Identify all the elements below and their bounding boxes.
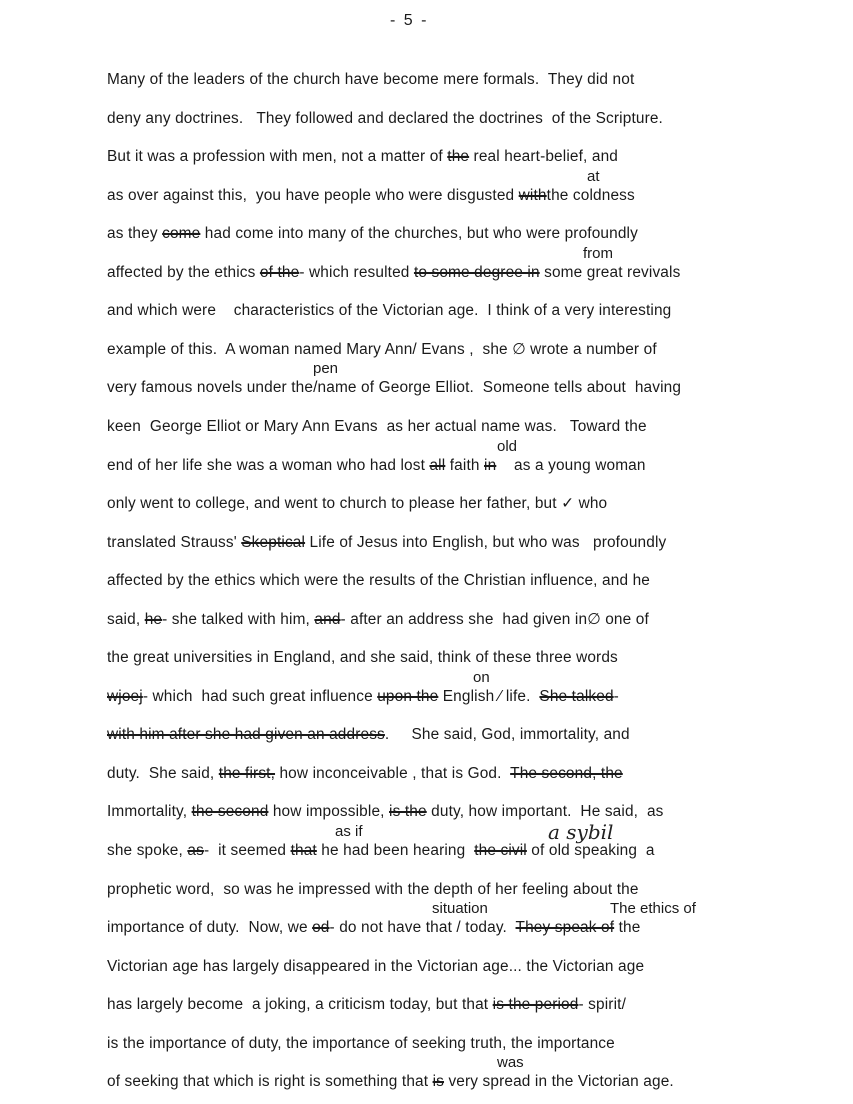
struck-text: wjoej [107,687,143,705]
inserted-correction: was [497,1054,524,1072]
text-segment: faith [445,456,485,474]
text-segment: of old speaking a [526,842,655,859]
text-segment: example of this. A woman named Mary Ann/ Evans , she ∅ wrote a number of [107,340,657,358]
text-segment: deny any doctrines. They followed and declared the doctrines of the Scripture. [107,109,663,127]
text-line [107,265,680,281]
inserted-correction: as if [335,823,363,840]
text-line [107,496,607,512]
text-segment: But it was a profession with men, not a matter of [107,148,448,166]
text-segment: very spread in the Victorian age. [444,1073,674,1091]
text-segment: . She said, God, immortality, and [384,726,630,744]
struck-text: She talked [539,687,614,705]
text-segment: she spoke, [107,842,188,859]
inserted-correction: old [497,437,518,455]
text-line [107,380,681,396]
struck-text: is [432,1073,445,1091]
text-line [107,804,664,820]
text-segment: Immortality, [107,803,192,821]
text-segment: the [614,919,641,937]
struck-text: with [518,186,547,204]
text-segment: is the importance of duty, the importance of seeking truth, the importance [107,1034,615,1052]
struck-text: The second, the [510,764,623,782]
struck-text: Skeptical [241,533,306,551]
text-segment: importance of duty. Now, we [107,919,313,937]
text-line [107,1074,674,1090]
text-segment: some great revivals [539,263,681,281]
struck-text: to some degree in [413,263,540,281]
struck-text: as [187,842,204,859]
text-segment: - after an address she had given in∅ one of [340,610,649,628]
struck-text: is the period [492,996,579,1014]
text-segment: Victorian age has largely disappeared in the Victorian age... the Victorian age [107,957,645,975]
struck-text: of the [259,263,300,281]
text-line [107,535,666,551]
text-line [107,612,649,628]
text-line [107,188,635,204]
struck-text: the second [191,803,269,821]
text-segment: the coldness [546,186,635,204]
text-line [107,149,618,165]
struck-text: and [314,610,341,628]
text-segment: Life of Jesus into English, but who was profoundly [305,533,667,551]
text-segment: the great universities in England, and she said, think of these three words [107,649,618,667]
text-segment: has largely become a joking, a criticism today, but that [107,996,493,1014]
text-segment: Many of the leaders of the church have become mere formals. They did not [107,71,635,88]
text-segment: end of her life she was a woman who had lost [107,456,430,474]
text-line [107,226,638,242]
struck-text: upon the [377,687,439,705]
text-line [107,920,640,936]
text-line [107,997,626,1013]
inserted-correction: from [583,244,613,262]
text-segment: prophetic word, so was he impressed with the depth of her feeling about the [107,880,639,898]
text-segment: English ⁄ life. [438,687,540,705]
text-segment: affected by the ethics which were the results of the Christian influence, and he [107,572,650,590]
text-line [107,72,634,88]
inserted-correction: pen [313,360,339,378]
text-segment: very famous novels under the/name of George Elliot. Someone tells about having [107,379,682,397]
inserted-correction: situation [432,900,488,918]
text-segment: of seeking that which is right is something that [107,1073,433,1091]
text-segment: as they [107,225,163,243]
handwritten-annotation: a sybil [548,820,614,844]
text-line [107,111,663,127]
text-line [107,1036,615,1052]
page-number: - 5 - [390,12,429,29]
text-line [107,342,657,358]
struck-text: all [429,456,446,474]
struck-text: with him after she had given an address [107,726,385,744]
text-segment: duty. She said, [107,764,219,782]
struck-text: the first, [218,764,276,782]
struck-text: come [162,225,201,243]
text-line [107,766,623,782]
text-line [107,727,630,743]
text-segment: - spirit/ [578,996,626,1014]
text-line [107,959,644,975]
text-segment: - it seemed [203,842,291,859]
text-segment: only went to college, and went to church to please her father, but ✓ who [107,495,608,513]
struck-text: is the [389,803,427,821]
text-segment: he had been hearing [316,842,475,859]
text-line [107,689,619,705]
struck-text: he [144,610,163,628]
text-segment: how inconceivable , that is God. [275,764,511,782]
inserted-correction: The ethics of [610,900,696,918]
struck-text: in [484,456,497,474]
text-segment: had come into many of the churches, but who were profoundly [200,225,638,243]
text-segment: as over against this, you have people who were disgusted [107,186,519,204]
text-segment: translated Strauss' [107,533,242,551]
text-segment: - which resulted [299,263,414,281]
text-segment: and which were characteristics of the Victorian age. I think of a very interesting [107,302,672,320]
struck-text: the civil [474,842,527,859]
struck-text: that [290,842,317,859]
text-segment: how impossible, [268,803,390,821]
text-line [107,650,618,666]
text-line [107,419,647,435]
text-line [107,882,639,898]
inserted-correction: on [473,668,490,686]
text-segment: - she talked with him, [162,610,315,628]
text-segment: - which had such great influence [142,687,378,705]
text-segment: affected by the ethics [107,263,260,281]
text-segment: keen George Elliot or Mary Ann Evans as her actual name was. Toward the [107,417,647,435]
text-segment: said, [107,610,145,628]
text-segment: as a young woman [496,456,646,474]
text-line [107,573,650,589]
text-line [107,303,671,319]
text-segment: - do not have that / today. [329,919,516,937]
text-line [107,458,646,474]
struck-text: the [447,148,470,166]
inserted-correction: at [587,167,600,185]
text-line [107,843,655,859]
struck-text: They speak of [515,919,615,937]
text-segment: duty, how important. He said, as [426,803,664,821]
text-segment: - [613,687,619,705]
struck-text: od [312,919,330,937]
text-segment: real heart-belief, and [469,148,619,166]
